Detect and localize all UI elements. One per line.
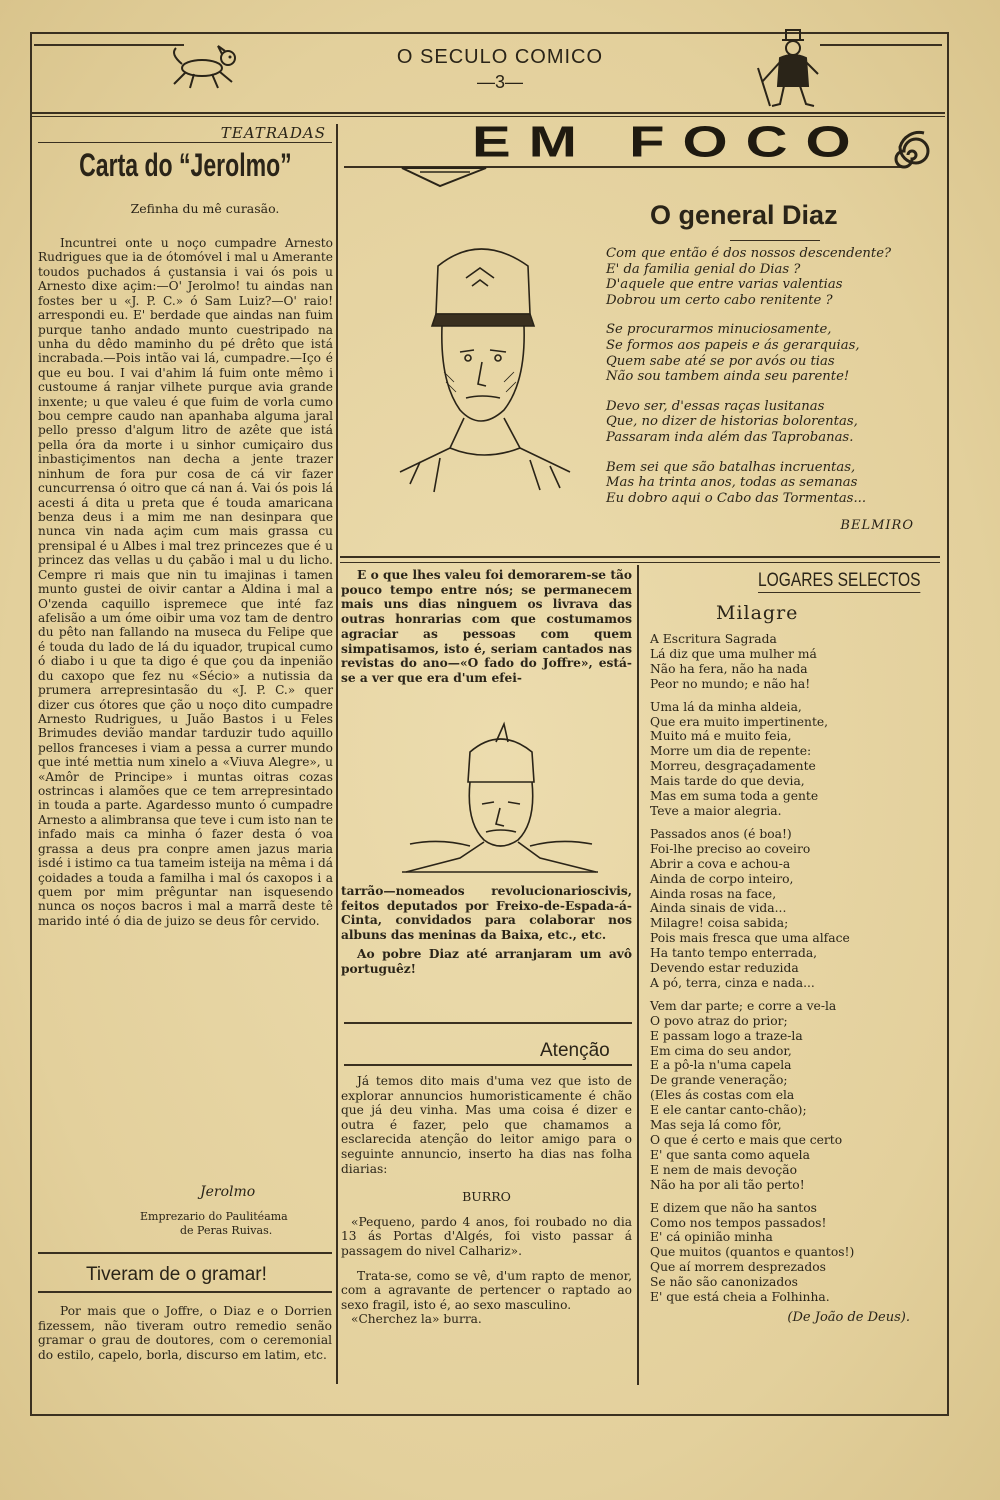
masthead-top-rule xyxy=(34,44,184,46)
poem-line: Passados anos (é boa!) xyxy=(650,826,792,841)
poem-line: Se procurarmos minuciosamente, xyxy=(606,322,832,338)
poem-line: Que era muito impertinente, xyxy=(650,714,829,729)
poem-line: Bem sei que são batalhas incruentas, xyxy=(606,459,856,475)
poem-line: E' que santa como aquela xyxy=(650,1147,810,1162)
ad-title: BURRO xyxy=(462,1189,511,1205)
poem-stanza xyxy=(606,399,938,446)
poem-line: Muito má e muito feia, xyxy=(650,729,792,744)
page-number: —3— xyxy=(476,72,523,92)
poem-line: Que, no dizer de historias bolorentas, xyxy=(606,414,858,430)
article-closing: «Cherchez la» burra. xyxy=(351,1312,482,1327)
poem-line: Morre um dia de repente: xyxy=(650,744,812,759)
poem-line: Como nos tempos passados! xyxy=(650,1215,827,1230)
poem-line: Não ha fera, não ha nada xyxy=(650,661,808,676)
ad-text: «Pequeno, pardo 4 anos, foi roubado no dia 13 ás Portas d'Algés, foi visto passar á passagem do nivel Calhariz». xyxy=(341,1214,632,1258)
gramar-body xyxy=(38,1304,332,1362)
poem-stanza xyxy=(606,246,938,308)
poem-line: Que muitos (quantos e quantos!) xyxy=(650,1245,855,1260)
poem-line: O povo atraz do prior; xyxy=(650,1013,788,1028)
poem-line: Ainda rosas na face, xyxy=(650,886,777,901)
poem-line: Que aí morrem desprezados xyxy=(650,1260,826,1275)
poem-stanza xyxy=(650,700,940,819)
poem-line: Ainda sinais de vida... xyxy=(650,901,787,916)
atencao-title: Atenção xyxy=(540,1040,610,1061)
poem-line: Ainda de corpo inteiro, xyxy=(650,871,794,886)
section-rule xyxy=(340,562,940,563)
article-body: Já temos dito mais d'uma vez que isto de explorar annuncios humoristicamente é chão que já deu vinha. Mas uma coisa é dizer e outra é fazer, pelo que chamamos a esclarecida atenção do leitor amigo para o seguinte annuncio, inserto ha dias nas folha diarias: xyxy=(341,1074,632,1176)
section-rule xyxy=(344,1064,632,1066)
poem-line: Mas em suma toda a gente xyxy=(650,789,819,804)
article-body: tarrão—nomeados revolucionarioscivis, feitos deputados por Freixo-de-Espada-á-Cinta, convidados para colaborar nos albuns das meninas da Baixa, etc., etc. xyxy=(341,884,632,943)
poem-line: E a pô-la n'uma capela xyxy=(650,1058,792,1073)
logares-section-label: LOGARES SELECTOS xyxy=(758,570,921,591)
masthead-top-rule xyxy=(820,44,942,46)
poem-line: Devo ser, d'essas raças lusitanas xyxy=(606,398,825,414)
poem-line: Peor no mundo; e não ha! xyxy=(650,676,811,691)
article-body: Trata-se, como se vê, d'um rapto de menor, com a agravante de pertencer o raptado ao sexo fragil, isto é, ao sexo masculino. xyxy=(341,1268,632,1312)
poem-line: Se não são canonizados xyxy=(650,1275,798,1290)
section-rule xyxy=(38,1252,332,1254)
masthead-title: O SECULO COMICO xyxy=(396,46,604,68)
column-rule xyxy=(637,565,639,1385)
poem-line: Ha tanto tempo enterrada, xyxy=(650,946,818,961)
em-foco-banner: EM FOCO xyxy=(472,117,869,166)
masthead-bottom-rule xyxy=(32,112,945,114)
middle-bottom-text xyxy=(341,884,632,976)
poem-line: E dizem que não ha santos xyxy=(650,1200,817,1215)
signature: Jerolmo xyxy=(200,1184,256,1200)
column-rule xyxy=(336,124,338,1384)
poem-line: Com que então é dos nossos descendente? xyxy=(606,246,892,261)
poem-line: Morreu, desgraçadamente xyxy=(650,759,816,774)
teatradas-section xyxy=(38,124,332,216)
em-foco-poem xyxy=(606,246,938,534)
logares-title: Milagre xyxy=(716,602,799,624)
poem-line: A pó, terra, cinza e nada... xyxy=(650,975,815,990)
poem-line: Eu dobro aqui o Cabo das Tormentas... xyxy=(606,490,867,506)
poem-line: Mas seja lá como fôr, xyxy=(650,1118,782,1133)
poem-line: E passam logo a traze-la xyxy=(650,1028,803,1043)
poem-line: Uma lá da minha aldeia, xyxy=(650,699,802,714)
poem-line: E ele cantar canto-chão); xyxy=(650,1103,807,1118)
article-body: E o que lhes valeu foi demorarem-se tão pouco tempo entre nós; se permanecem mais uns dias ninguem os livrava das outras honrarias com que costumamos agraciar as pessoas com quem simpatisamos, isto é, seriam cantados nas revistas do ano—«O fado do Joffre», está-se a ver que era d'um efei- xyxy=(341,568,632,685)
article-body: Incuntrei onte u noço cumpadre Arnesto Rudrigues que ia de ótomóvel i mal u Amerante toudos puchados á çustansia i vai ós pois u Arnesto dixe açim:—O' Jerolmo! tu aindas nan fostes ber u «J. P. C.» ó Sam Luiz?—O' raio! arrespondi eu. E' berdade que aindas nan fuim purque tanho andado munto cuestripado na unha du dêdo maminho du pé drêto que istá incrabada.—Pois intão vai lá, cumpadre.—Iço é que eu bou. I vai d'ahim lá fuim onte mêmo i custoume á ranjar vilhete purque avia grande inxente; u que valeu é que fuim de vorla cumo bou cempre caudo nan apanhaba alguma jaral pello presso d'algum litro de azête que istá pella óra da morte i u sinhor cumiçairo dus inbastiçimentos nan decha a jente trazer ninhum de fora pur cosa de cá vir fazer cuncurrensa ó oitro que cá nan á. Vai ós pois lá acesti á dita u preta que é touda amaricana benza deus i a mim me nan desinpara que nunca vin nada açim cum mais grassa cu prensipal é u Albes i mal trez princezes que é u princez das vellas u du çabão i mal u du licho. Cempre ri mais que nin tu imajinas i tamen munto gustei de oivir cantar a Aldina i mal a O'zenda caquillo ispremece que inté faz afelisão a um óme oibir uma voz tam de dentro du pêto nan fallando na museca du Felipe que é touda du lado de lá du iquador, trupical cumo ó diabo i u que ta digo é que çou da inpenião du caxopo que fez nu «Sécio» a nutissia da prumera arrepresintasão du «J. P. C.» quer dizer cus ótores que ção u noço dito cumpadre Arnesto Rudrigues, u Juão Bastos i u Feles Brimudes devião mandar tarduzir tudo aquillo pellos franceses i viam a pessa a currer mundo que inté mettia num xinelo a «Viuva Alegre», u «Amôr de Principe» i muntas oitras cozas ostrincas i alamões que ce tem arrepresintado in touda a parte. Agardesso munto ó cumpadre Arnesto a alimbransa que teve i cum isto nan te infado mais ca minha ó fazer desta ó voa grassa a deus pra conpre amen jazus maria isdé i istimo ca tua tameim isteija na mêma i dá çoidades a touda a familha i mal ós caxopos i a quem por mim prêguntar nan isquesendo nunca os noços bacros i mal a marrã deste tê marido inté ó dia de juizo se deus fôr cervido. xyxy=(38,236,333,928)
section-label: TEATRADAS xyxy=(38,124,332,143)
signature-note: Emprezario do Paulitéama xyxy=(140,1210,288,1223)
poem-stanza xyxy=(650,999,940,1193)
gramar-title: Tiveram de o gramar! xyxy=(86,1264,267,1285)
poem-line: Passaram inda além das Taprobanas. xyxy=(606,429,854,445)
article-body: Ao pobre Diaz até arranjaram um avô portuguêz! xyxy=(341,946,632,976)
pointer-hand-icon xyxy=(400,164,490,192)
poem-line: D'aquele que entre varias valentias xyxy=(606,277,843,293)
poem-line: Vem dar parte; e corre a ve-la xyxy=(650,998,837,1013)
poem-line: E' cá opinião minha xyxy=(650,1230,773,1245)
poem-line: Abrir a cova e achou-a xyxy=(650,856,791,871)
poem-line: Lá diz que uma mulher má xyxy=(650,646,817,661)
poem-line: Se formos aos papeis e ás gerarquias, xyxy=(606,337,860,353)
poem-line: Mais tarde do que devia, xyxy=(650,774,805,789)
poem-author: (De João de Deus). xyxy=(787,1309,910,1325)
dog-icon xyxy=(160,44,250,94)
em-foco-title: O general Diaz xyxy=(650,200,838,230)
salutation: Zefinha du mê curasão. xyxy=(130,201,280,216)
poem-line: Em cima do seu andor, xyxy=(650,1043,792,1058)
poem-line: A Escritura Sagrada xyxy=(650,632,777,646)
poem-line: Teve a maior alegria. xyxy=(650,803,782,818)
section-rule xyxy=(344,1022,632,1024)
poem-line: Milagre! coisa sabida; xyxy=(650,916,789,931)
article-title: Carta do “Jerolmo” xyxy=(79,147,292,183)
section-rule xyxy=(38,1291,332,1293)
section-rule xyxy=(340,556,940,558)
article-body: Por mais que o Joffre, o Diaz e o Dorrien fizessem, não tiveram outro remedio senão gramar o grau de doutores, com o ceremonial do estilo, capelo, borla, discurso em latim, etc. xyxy=(38,1304,332,1362)
title-rule xyxy=(730,240,820,241)
poem-line: De grande veneração; xyxy=(650,1073,788,1088)
poem-line: Pois mais fresca que uma alface xyxy=(650,931,850,946)
poem-line: Devendo estar reduzida xyxy=(650,961,799,976)
spiral-icon xyxy=(880,130,936,180)
poem-line: Não sou tambem ainda seu parente! xyxy=(606,369,850,385)
poem-stanza xyxy=(650,1201,940,1305)
poem-line: E' da familia genial do Dias ? xyxy=(606,261,801,277)
poem-stanza xyxy=(650,827,940,991)
walking-man-icon xyxy=(748,28,828,110)
poem-author: BELMIRO xyxy=(840,518,914,534)
poem-line: E nem de mais devoção xyxy=(650,1162,797,1177)
teatradas-body xyxy=(38,236,333,928)
poem-line: Foi-lhe preciso ao coveiro xyxy=(650,841,811,856)
poem-line: E' que está cheia a Folhinha. xyxy=(650,1290,830,1305)
poem-stanza xyxy=(606,460,938,507)
general-portrait xyxy=(380,222,580,512)
poem-stanza xyxy=(606,322,938,384)
poem-line: O que é certo e mais que certo xyxy=(650,1133,843,1147)
poem-stanza xyxy=(650,632,940,692)
soldier-portrait xyxy=(400,712,600,882)
poem-line: Mas ha trinta anos, todas as semanas xyxy=(606,475,858,491)
milagre-poem xyxy=(650,632,940,1326)
middle-top-text xyxy=(341,568,632,686)
signature-note: de Peras Ruivas. xyxy=(180,1224,273,1237)
poem-line: Não ha por ali tão perto! xyxy=(650,1177,805,1192)
poem-line: Dobrou um certo cabo renitente ? xyxy=(606,292,833,308)
poem-line: (Eles ás costas com ela xyxy=(650,1088,795,1103)
atencao-body xyxy=(341,1074,632,1327)
poem-line: Quem sabe até se por avós ou tias xyxy=(606,353,835,369)
